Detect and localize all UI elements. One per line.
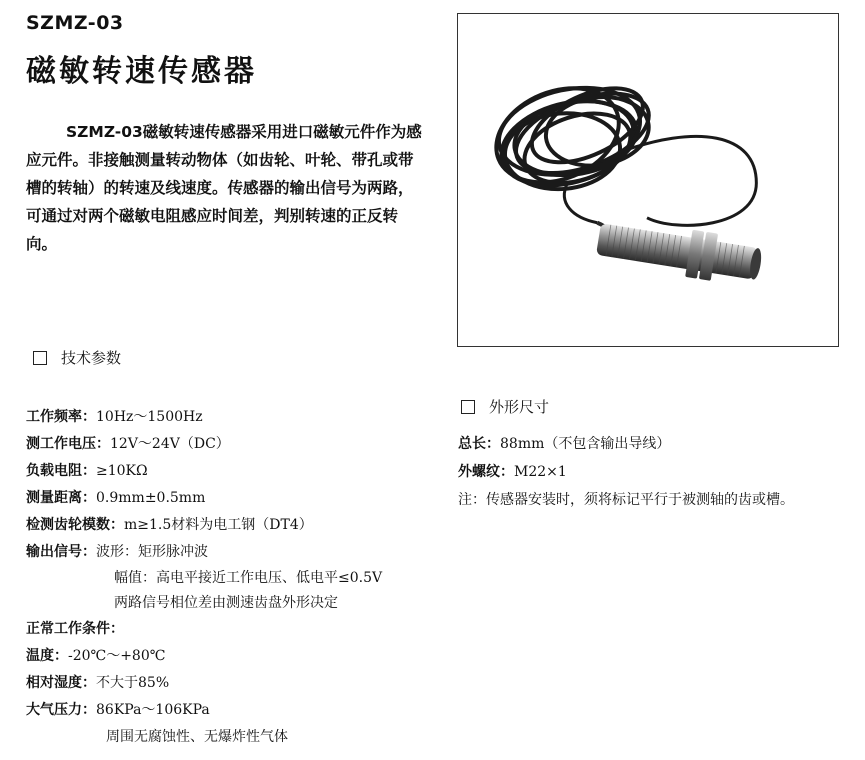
spec-label: 测量距离：: [26, 490, 96, 506]
model-code: SZMZ-03: [26, 12, 124, 34]
sensor-illustration: [458, 14, 838, 346]
spec-label: 输出信号：: [26, 544, 96, 560]
dim-note-text: 注：传感器安装时，须将标记平行于被测轴的齿或槽。: [458, 492, 794, 508]
spec-value: 周围无腐蚀性、无爆炸性气体: [106, 729, 288, 745]
dims-section-heading: [461, 396, 549, 417]
spec-value: 波形：矩形脉冲波: [96, 544, 208, 560]
tech-heading-text: 技术参数: [61, 349, 122, 367]
dim-note: [458, 486, 863, 514]
intro-paragraph: [26, 118, 426, 258]
dim-value: M22×1: [514, 464, 567, 480]
spec-load: [26, 458, 446, 485]
spec-gear: [26, 512, 446, 539]
spec-label: 检测齿轮模数：: [26, 517, 124, 533]
spec-value: m≥1.5材料为电工钢（DT4）: [124, 517, 313, 533]
dim-length: [458, 430, 863, 458]
spec-distance: [26, 485, 446, 512]
spec-label: 相对湿度：: [26, 675, 96, 691]
dim-thread: [458, 458, 863, 486]
cable-coil: [482, 71, 659, 200]
spec-pressure-extra: [26, 724, 446, 751]
spec-value: 0.9mm±0.5mm: [96, 490, 206, 506]
dims-list: [458, 430, 863, 514]
intro-text: SZMZ-03磁敏转速传感器采用进口磁敏元件作为感应元件。非接触测量转动物体（如齿轮、叶轮、带孔或带槽的转轴）的转速及线速度。传感器的输出信号为两路，可通过对两个磁敏电阻感应时间差，判别转速的正反转向。: [26, 123, 422, 253]
spec-label: 大气压力：: [26, 702, 96, 718]
spec-label: 工作频率：: [26, 409, 96, 425]
spec-humidity: [26, 670, 446, 697]
spec-value: ≥10KΩ: [96, 463, 148, 479]
spec-value: -20℃～+80℃: [68, 648, 166, 664]
spec-output: [26, 539, 446, 566]
spec-value: 10Hz～1500Hz: [96, 409, 203, 425]
dims-heading-text: 外形尺寸: [489, 398, 550, 416]
spec-value: 两路信号相位差由测速齿盘外形决定: [114, 595, 338, 611]
spec-output-amplitude: [26, 566, 446, 591]
tech-section-heading: [33, 347, 121, 368]
dim-value: 88mm（不包含输出导线）: [500, 436, 671, 452]
checkbox-icon: [461, 400, 475, 414]
dim-label: 总长：: [458, 436, 500, 452]
dim-label: 外螺纹：: [458, 464, 514, 480]
spec-pressure: [26, 697, 446, 724]
checkbox-icon: [33, 351, 47, 365]
spec-voltage: [26, 431, 446, 458]
spec-value: 不大于85%: [96, 675, 170, 691]
spec-value: 86KPa～106KPa: [96, 702, 210, 718]
product-photo: [457, 13, 839, 347]
tech-spec-list: [26, 404, 446, 751]
page-title: 磁敏转速传感器: [26, 54, 257, 89]
spec-label: 温度：: [26, 648, 68, 664]
spec-label: 负载电阻：: [26, 463, 96, 479]
spec-conditions: [26, 616, 446, 643]
spec-label: 正常工作条件：: [26, 621, 124, 637]
spec-label: 测工作电压：: [26, 436, 110, 452]
spec-frequency: [26, 404, 446, 431]
spec-value: 12V～24V（DC）: [110, 436, 230, 452]
spec-output-phase: [26, 591, 446, 616]
spec-value: 幅值：高电平接近工作电压、低电平≤0.5V: [114, 570, 383, 586]
spec-temperature: [26, 643, 446, 670]
